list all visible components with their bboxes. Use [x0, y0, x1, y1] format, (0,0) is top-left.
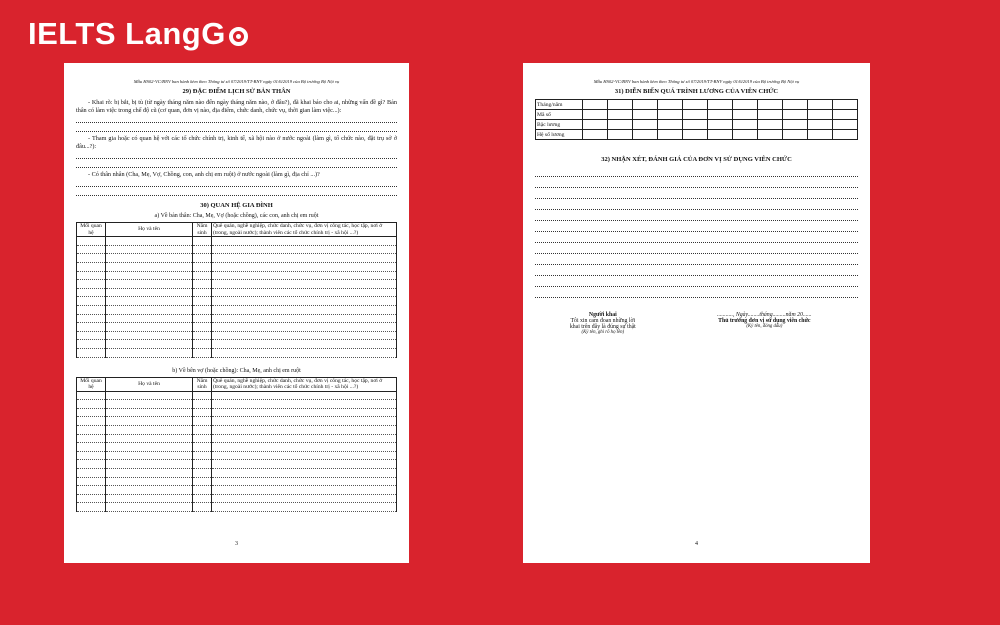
table-cell[interactable]: [77, 331, 106, 340]
table-row: [77, 280, 397, 289]
table-cell[interactable]: [106, 280, 193, 289]
table-cell[interactable]: [77, 408, 106, 417]
col-name: Họ và tên: [106, 377, 193, 391]
table-row: [77, 314, 397, 323]
family-table-self: [76, 222, 397, 358]
table-row: [77, 443, 397, 452]
salary-cell[interactable]: [683, 120, 708, 130]
table-cell[interactable]: [212, 417, 397, 426]
salary-cell[interactable]: [783, 100, 808, 110]
table-header-row: [77, 377, 397, 391]
salary-row-label: Hệ số lương: [536, 130, 583, 140]
table-cell[interactable]: [212, 297, 397, 306]
table-cell[interactable]: [193, 237, 212, 246]
unit-head-block: [671, 312, 858, 335]
table-row: [77, 417, 397, 426]
table-cell[interactable]: [193, 417, 212, 426]
salary-cell[interactable]: [633, 100, 658, 110]
dotted-line: [535, 277, 858, 287]
table-cell[interactable]: [212, 408, 397, 417]
table-cell[interactable]: [106, 451, 193, 460]
table-row: [77, 340, 397, 349]
salary-cell[interactable]: [583, 130, 608, 140]
table-cell[interactable]: [212, 434, 397, 443]
table-row: [77, 408, 397, 417]
salary-row-label: Mã số: [536, 110, 583, 120]
table-cell[interactable]: [77, 434, 106, 443]
salary-cell[interactable]: [758, 100, 783, 110]
form-header-note: Mẫu HS02-VC/BNV ban hành kèm theo Thông tư số 07/2019/TT-BNV ngày 01/6/2019 của Bộ trưởng Bộ Nội vụ: [133, 79, 340, 84]
table-cell[interactable]: [77, 426, 106, 435]
salary-cell[interactable]: [658, 120, 683, 130]
table-cell[interactable]: [193, 434, 212, 443]
section-30a-subtitle: a) Về bản thân: Cha, Mẹ, Vợ (hoặc chồng), các con, anh chị em ruột: [154, 213, 319, 219]
table-cell[interactable]: [77, 254, 106, 263]
dotted-line: [535, 266, 858, 276]
table-cell[interactable]: [193, 400, 212, 409]
salary-cell[interactable]: [683, 110, 708, 120]
table-cell[interactable]: [106, 494, 193, 503]
salary-cell[interactable]: [733, 100, 758, 110]
table-cell[interactable]: [106, 486, 193, 495]
table-cell[interactable]: [193, 271, 212, 280]
table-row: [77, 237, 397, 246]
table-cell[interactable]: [212, 486, 397, 495]
table-cell[interactable]: [193, 503, 212, 512]
dotted-line: [76, 160, 397, 168]
table-cell[interactable]: [106, 305, 193, 314]
table-cell[interactable]: [77, 297, 106, 306]
col-name: Họ và tên: [106, 223, 193, 237]
table-cell[interactable]: [106, 340, 193, 349]
dotted-line: [535, 189, 858, 199]
table-cell[interactable]: [193, 288, 212, 297]
table-cell[interactable]: [193, 408, 212, 417]
table-cell[interactable]: [193, 348, 212, 357]
table-row: [77, 426, 397, 435]
dotted-line: [76, 151, 397, 159]
declarant-line-1: Tôi xin cam đoan những lời: [570, 318, 636, 324]
dotted-line: [535, 288, 858, 298]
table-row: [77, 486, 397, 495]
salary-cell[interactable]: [783, 130, 808, 140]
table-cell[interactable]: [193, 426, 212, 435]
table-cell[interactable]: [193, 297, 212, 306]
salary-row: [536, 110, 858, 120]
table-cell[interactable]: [193, 477, 212, 486]
table-cell[interactable]: [77, 460, 106, 469]
salary-cell[interactable]: [808, 100, 833, 110]
table-cell[interactable]: [77, 340, 106, 349]
unit-head-title: Thủ trưởng đơn vị sử dụng viên chức: [718, 318, 811, 324]
table-row: [77, 391, 397, 400]
salary-row-label: Tháng/năm: [536, 100, 583, 110]
unit-head-note: (Ký tên, đóng dấu): [746, 324, 783, 329]
table-cell[interactable]: [193, 460, 212, 469]
salary-cell[interactable]: [733, 110, 758, 120]
table-cell[interactable]: [193, 245, 212, 254]
table-cell[interactable]: [77, 305, 106, 314]
table-cell[interactable]: [212, 314, 397, 323]
declarant-title: Người khai: [588, 312, 617, 318]
table-cell[interactable]: [212, 460, 397, 469]
table-cell[interactable]: [193, 340, 212, 349]
table-cell[interactable]: [193, 305, 212, 314]
table-cell[interactable]: [77, 271, 106, 280]
table-cell[interactable]: [212, 271, 397, 280]
col-relation: Mối quan hệ: [77, 223, 106, 237]
date-line: ..........., Ngày........tháng.........năm 20......: [717, 312, 812, 318]
salary-cell[interactable]: [658, 100, 683, 110]
salary-cell[interactable]: [733, 130, 758, 140]
dotted-line: [76, 188, 397, 196]
table-cell[interactable]: [193, 280, 212, 289]
ielts-langgo-logo: [28, 16, 248, 52]
table-cell[interactable]: [106, 426, 193, 435]
salary-cell[interactable]: [583, 120, 608, 130]
table-row: [77, 305, 397, 314]
salary-cell[interactable]: [833, 120, 858, 130]
salary-cell[interactable]: [758, 130, 783, 140]
table-cell[interactable]: [106, 297, 193, 306]
form-header-note: Mẫu HS02-VC/BNV ban hành kèm theo Thông tư số 07/2019/TT-BNV ngày 01/6/2019 của Bộ trưởng Bộ Nội vụ: [593, 79, 800, 84]
table-row: [77, 348, 397, 357]
table-cell[interactable]: [193, 443, 212, 452]
section-29-title: 29) ĐẶC ĐIỂM LỊCH SỬ BẢN THÂN: [182, 88, 291, 95]
salary-cell[interactable]: [833, 100, 858, 110]
table-cell[interactable]: [212, 426, 397, 435]
dotted-line: [535, 200, 858, 210]
salary-cell[interactable]: [758, 120, 783, 130]
table-cell[interactable]: [212, 323, 397, 332]
table-cell[interactable]: [193, 451, 212, 460]
table-row: [77, 288, 397, 297]
table-cell[interactable]: [77, 494, 106, 503]
col-details: Quê quán, nghề nghiệp, chức danh, chức vụ, đơn vị công tác, học tập, nơi ở (trong, ngoài nước); thành viên các tổ chức chính trị - xã hội ...?): [212, 223, 397, 237]
table-cell[interactable]: [77, 391, 106, 400]
table-cell[interactable]: [212, 391, 397, 400]
logo-text: IELTS LangG: [28, 16, 226, 51]
table-cell[interactable]: [77, 314, 106, 323]
table-cell[interactable]: [106, 408, 193, 417]
dotted-line: [535, 233, 858, 243]
table-cell[interactable]: [212, 443, 397, 452]
table-cell[interactable]: [193, 469, 212, 478]
form-page-3: [64, 63, 409, 563]
salary-cell[interactable]: [608, 100, 633, 110]
section-29-para-3: - Có thân nhân (Cha, Mẹ, Vợ, Chồng, con, anh chị em ruột) ở nước ngoài (làm gì, địa chỉ ...)?: [88, 171, 320, 178]
family-table-spouse: [76, 377, 397, 513]
table-row: [77, 254, 397, 263]
table-cell[interactable]: [106, 400, 193, 409]
table-header-row: [77, 223, 397, 237]
section-29-para-2: - Tham gia hoặc có quan hệ với các tổ chức chính trị, kinh tế, xã hội nào ở nước ngoài (làm gì, tổ chức nào, đặt trụ sở ở đâu...?):: [76, 135, 397, 150]
col-birth-year: Năm sinh: [193, 223, 212, 237]
table-cell[interactable]: [106, 417, 193, 426]
page-number: 4: [695, 541, 698, 547]
salary-cell[interactable]: [833, 110, 858, 120]
table-cell[interactable]: [106, 331, 193, 340]
col-birth-year: Năm sinh: [193, 377, 212, 391]
table-cell[interactable]: [212, 477, 397, 486]
salary-cell[interactable]: [583, 100, 608, 110]
salary-cell[interactable]: [808, 120, 833, 130]
table-cell[interactable]: [77, 237, 106, 246]
table-row: [77, 460, 397, 469]
table-row: [77, 323, 397, 332]
dotted-line: [76, 124, 397, 132]
col-details: Quê quán, nghề nghiệp, chức danh, chức vụ, đơn vị công tác, học tập, nơi ở (trong, ngoài nước); thành viên các tổ chức chính trị - xã hội ...?): [212, 377, 397, 391]
table-cell[interactable]: [77, 262, 106, 271]
table-cell[interactable]: [77, 443, 106, 452]
table-cell[interactable]: [77, 323, 106, 332]
salary-history-table: [535, 99, 858, 140]
table-cell[interactable]: [193, 254, 212, 263]
salary-cell[interactable]: [833, 130, 858, 140]
salary-cell[interactable]: [683, 130, 708, 140]
dotted-line: [535, 178, 858, 188]
table-cell[interactable]: [212, 503, 397, 512]
table-cell[interactable]: [212, 305, 397, 314]
table-cell[interactable]: [106, 391, 193, 400]
table-cell[interactable]: [77, 477, 106, 486]
table-cell[interactable]: [77, 280, 106, 289]
table-cell[interactable]: [212, 340, 397, 349]
table-cell[interactable]: [106, 288, 193, 297]
table-cell[interactable]: [77, 245, 106, 254]
salary-cell[interactable]: [758, 110, 783, 120]
table-cell[interactable]: [193, 391, 212, 400]
declarant-block: [535, 312, 671, 335]
salary-cell[interactable]: [608, 110, 633, 120]
signature-area: [535, 312, 858, 335]
dotted-line: [76, 179, 397, 187]
table-row: [77, 262, 397, 271]
table-cell[interactable]: [193, 262, 212, 271]
salary-cell[interactable]: [608, 130, 633, 140]
salary-row: [536, 120, 858, 130]
section-32-title: 32) NHẬN XÉT, ĐÁNH GIÁ CỦA ĐƠN VỊ SỬ DỤNG VIÊN CHỨC: [601, 156, 792, 163]
dotted-line: [535, 255, 858, 265]
dotted-line: [535, 167, 858, 177]
table-cell[interactable]: [106, 434, 193, 443]
evaluation-lines: [535, 167, 858, 298]
table-cell[interactable]: [106, 314, 193, 323]
table-cell[interactable]: [212, 348, 397, 357]
table-cell[interactable]: [106, 323, 193, 332]
section-31-title: 31) DIỄN BIẾN QUÁ TRÌNH LƯƠNG CỦA VIÊN CHỨC: [614, 88, 779, 95]
salary-cell[interactable]: [583, 110, 608, 120]
salary-row-label: Bậc lương: [536, 120, 583, 130]
section-30b-subtitle: b) Về bên vợ (hoặc chồng): Cha, Mẹ, anh chị em ruột: [172, 367, 301, 374]
table-cell[interactable]: [77, 288, 106, 297]
table-cell[interactable]: [212, 494, 397, 503]
dotted-line: [535, 244, 858, 254]
table-cell[interactable]: [106, 469, 193, 478]
table-row: [77, 297, 397, 306]
table-cell[interactable]: [212, 331, 397, 340]
salary-cell[interactable]: [683, 100, 708, 110]
dotted-line: [535, 211, 858, 221]
table-row: [77, 451, 397, 460]
table-cell[interactable]: [212, 245, 397, 254]
table-cell[interactable]: [77, 400, 106, 409]
table-row: [77, 245, 397, 254]
table-cell[interactable]: [77, 451, 106, 460]
section-29-para-1: - Khai rõ: bị bắt, bị tù (từ ngày tháng năm nào đến ngày tháng năm nào, ở đâu?), đã khai báo cho ai, những vấn đề gì? Bản thân có làm việc trong chế độ cũ (cơ quan, đơn vị nào, địa điểm, chức danh, chức vụ, thời gian làm việc...):: [76, 99, 397, 114]
table-cell[interactable]: [106, 254, 193, 263]
table-row: [77, 271, 397, 280]
table-cell[interactable]: [212, 400, 397, 409]
table-row: [77, 434, 397, 443]
salary-cell[interactable]: [658, 110, 683, 120]
table-row: [77, 400, 397, 409]
table-row: [77, 469, 397, 478]
salary-cell[interactable]: [708, 100, 733, 110]
table-cell[interactable]: [106, 443, 193, 452]
table-cell[interactable]: [77, 417, 106, 426]
salary-cell[interactable]: [783, 120, 808, 130]
table-cell[interactable]: [193, 494, 212, 503]
table-cell[interactable]: [106, 503, 193, 512]
table-cell[interactable]: [106, 477, 193, 486]
table-cell[interactable]: [212, 288, 397, 297]
salary-cell[interactable]: [633, 130, 658, 140]
salary-cell[interactable]: [708, 110, 733, 120]
table-cell[interactable]: [212, 280, 397, 289]
page-number: 3: [235, 541, 238, 547]
table-cell[interactable]: [77, 503, 106, 512]
table-cell[interactable]: [77, 469, 106, 478]
table-row: [77, 331, 397, 340]
salary-cell[interactable]: [783, 110, 808, 120]
salary-row: [536, 130, 858, 140]
table-cell[interactable]: [212, 451, 397, 460]
salary-cell[interactable]: [708, 130, 733, 140]
declarant-line-2: khai trên đây là đúng sự thật: [569, 324, 636, 330]
table-cell[interactable]: [106, 237, 193, 246]
table-row: [77, 477, 397, 486]
table-cell[interactable]: [193, 314, 212, 323]
salary-cell[interactable]: [808, 110, 833, 120]
table-cell[interactable]: [193, 486, 212, 495]
salary-cell[interactable]: [658, 130, 683, 140]
salary-cell[interactable]: [733, 120, 758, 130]
salary-cell[interactable]: [608, 120, 633, 130]
salary-cell[interactable]: [633, 110, 658, 120]
declarant-note: (Ký tên, ghi rõ họ tên): [581, 330, 625, 335]
table-row: [77, 503, 397, 512]
logo-o-mark-icon: [229, 27, 248, 46]
table-cell[interactable]: [106, 262, 193, 271]
form-page-4: [523, 63, 870, 563]
salary-cell[interactable]: [708, 120, 733, 130]
table-cell[interactable]: [106, 245, 193, 254]
salary-row: [536, 100, 858, 110]
dotted-line: [76, 115, 397, 123]
table-cell[interactable]: [106, 460, 193, 469]
section-30-title: 30) QUAN HỆ GIA ĐÌNH: [200, 202, 273, 209]
table-cell[interactable]: [212, 469, 397, 478]
salary-cell[interactable]: [808, 130, 833, 140]
table-cell[interactable]: [212, 262, 397, 271]
dotted-line: [535, 222, 858, 232]
col-relation: Mối quan hệ: [77, 377, 106, 391]
table-cell[interactable]: [77, 486, 106, 495]
table-cell[interactable]: [106, 271, 193, 280]
table-cell[interactable]: [106, 348, 193, 357]
table-cell[interactable]: [212, 254, 397, 263]
table-cell[interactable]: [212, 237, 397, 246]
table-cell[interactable]: [193, 331, 212, 340]
table-cell[interactable]: [77, 348, 106, 357]
table-cell[interactable]: [193, 323, 212, 332]
salary-cell[interactable]: [633, 120, 658, 130]
table-row: [77, 494, 397, 503]
